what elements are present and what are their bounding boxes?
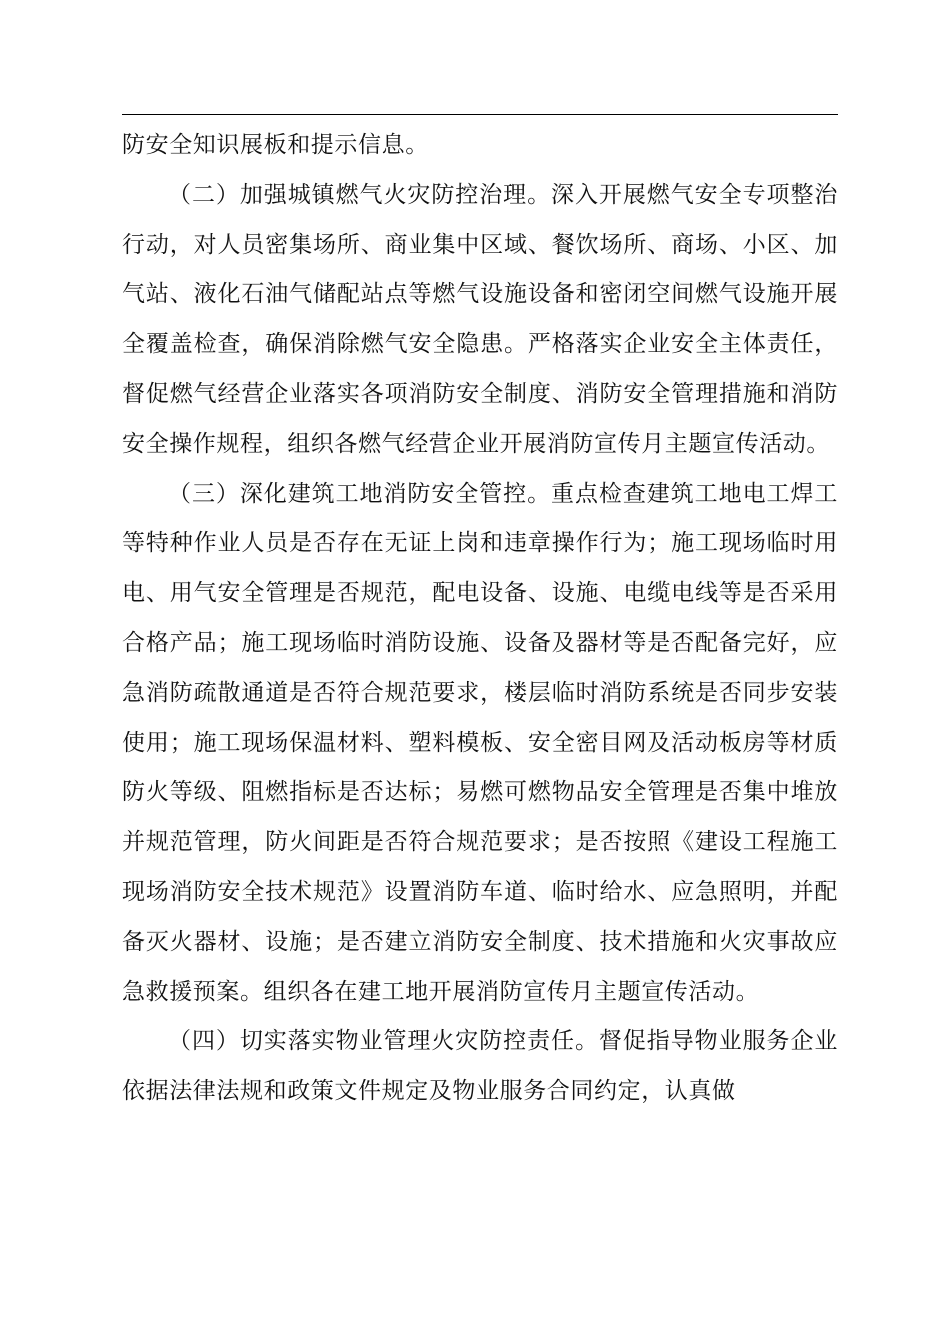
paragraph-section-3: （三）深化建筑工地消防安全管控。重点检查建筑工地电工焊工等特种作业人员是否存在无证上岗和违章操作行为；施工现场临时用电、用气安全管理是否规范，配电设备、设施、电缆电线等是否采用合格产品；施工现场临时消防设施、设备及器材等是否配备完好，应急消防疏散通道是否符合规范要求，楼层临时消防系统是否同步安装使用；施工现场保温材料、塑料模板、安全密目网及活动板房等材质防火等级、阻燃指标是否达标；易燃可燃物品安全管理是否集中堆放并规范管理，防火间距是否符合规范要求；是否按照《建设工程施工现场消防安全技术规范》设置消防车道、临时给水、应急照明，并配备灭火器材、设施；是否建立消防安全制度、技术措施和火灾事故应急救援预案。组织各在建工地开展消防宣传月主题宣传活动。	[122, 480, 838, 1005]
paragraph-section-4: （四）切实落实物业管理火灾防控责任。督促指导物业服务企业依据法律法规和政策文件规定及物业服务合同约定，认真做	[122, 1028, 838, 1105]
paragraph-section-2: （二）加强城镇燃气火灾防控治理。深入开展燃气安全专项整治行动，对人员密集场所、商业集中区域、餐饮场所、商场、小区、加气站、液化石油气储配站点等燃气设施设备和密闭空间燃气设施开展全覆盖检查，确保消除燃气安全隐患。严格落实企业安全主体责任，督促燃气经营企业落实各项消防安全制度、消防安全管理措施和消防安全操作规程，组织各燃气经营企业开展消防宣传月主题宣传活动。	[122, 181, 838, 457]
document-body	[122, 121, 838, 1117]
header-rule	[122, 114, 838, 115]
paragraph-continuation: 防安全知识展板和提示信息。	[122, 132, 429, 158]
